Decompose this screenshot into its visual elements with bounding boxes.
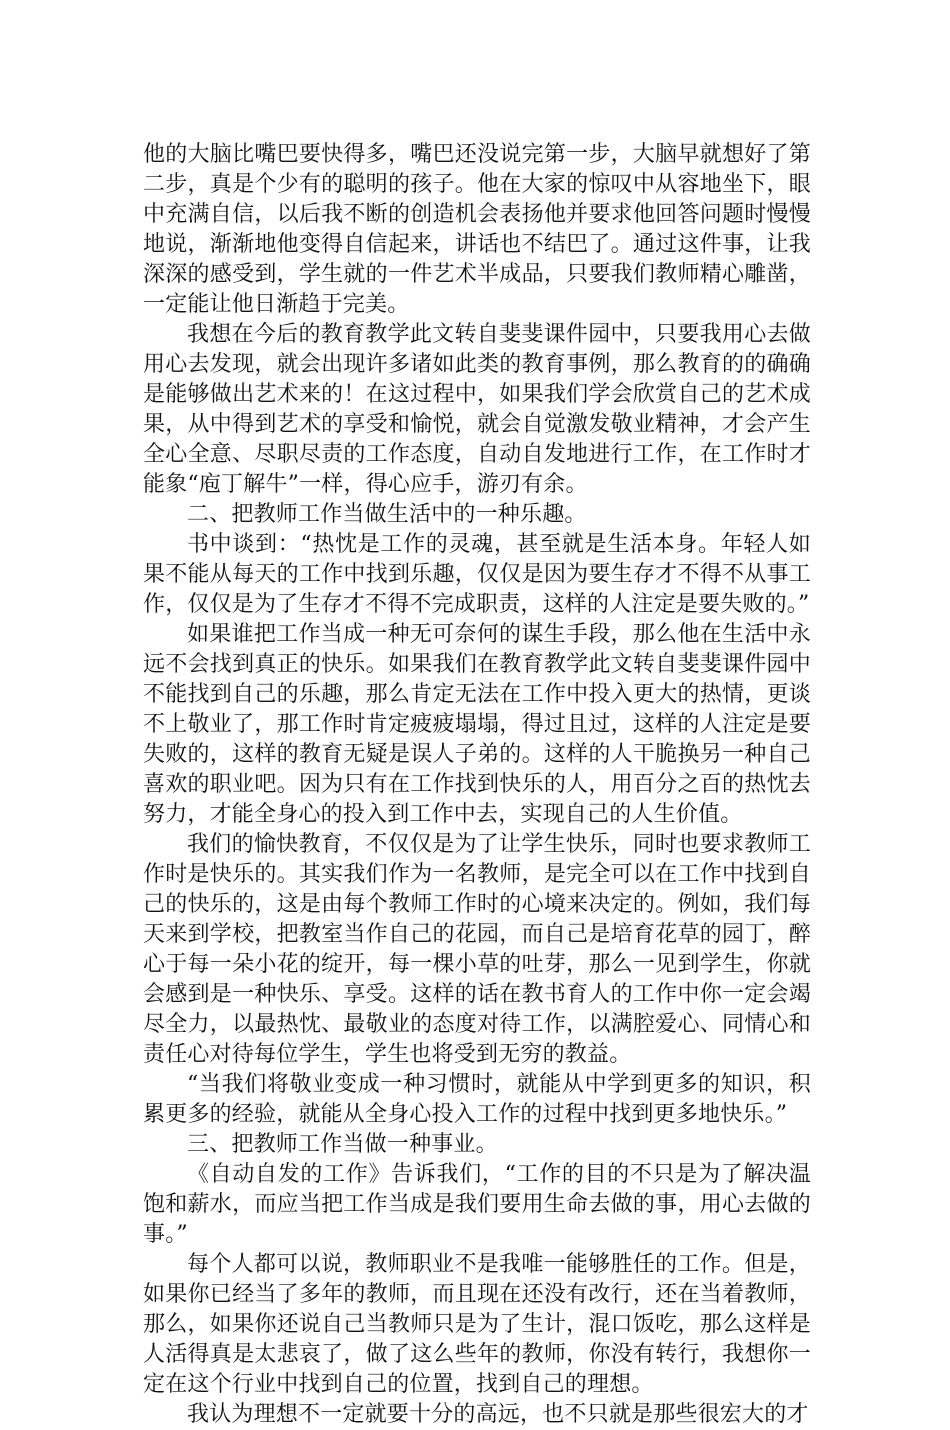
paragraph-quote: “当我们将敬业变成一种习惯时，就能从中学到更多的知识，积累更多的经验，就能从全身心投入工作的过程中找到更多地快乐。” (143, 1072, 811, 1127)
paragraph: 书中谈到：“热忱是工作的灵魂，甚至就是生活本身。年轻人如果不能从每天的工作中找到乐趣，仅仅是因为要生存才不得不从事工作，仅仅是为了生存才不得不完成职责，这样的人注定是要失败的。” (143, 532, 811, 617)
paragraph: 《自动自发的工作》告诉我们，“工作的目的不只是为了解决温饱和薪水，而应当把工作当成是我们要用生命去做的事，用心去做的事。” (143, 1162, 811, 1247)
document-body (143, 140, 811, 1430)
section-heading-2: 二、把教师工作当做生活中的一种乐趣。 (187, 502, 587, 527)
paragraph: 我想在今后的教育教学此文转自斐斐课件园中，只要我用心去做用心去发现，就会出现许多诸如此类的教育事例，那么教育的的确确是能够做出艺术来的！在这过程中，如果我们学会欣赏自己的艺术成果，从中得到艺术的享受和愉悦，就会自觉激发敬业精神，才会产生全心全意、尽职尽责的工作态度，自动自发地进行工作，在工作时才能象“庖丁解牛”一样，得心应手，游刃有余。 (143, 322, 811, 497)
paragraph: 我们的愉快教育，不仅仅是为了让学生快乐，同时也要求教师工作时是快乐的。其实我们作为一名教师，是完全可以在工作中找到自己的快乐的，这是由每个教师工作时的心境来决定的。例如，我们每天来到学校，把教室当作自己的花园，而自己是培育花草的园丁，醉心于每一朵小花的绽开，每一棵小草的吐芽，那么一见到学生，你就会感到是一种快乐、享受。这样的话在教书育人的工作中你一定会竭尽全力，以最热忱、最敬业的态度对待工作，以满腔爱心、同情心和责任心对待每位学生，学生也将受到无穷的教益。 (143, 832, 811, 1067)
section-heading-3: 三、把教师工作当做一种事业。 (187, 1132, 498, 1157)
paragraph: 如果谁把工作当成一种无可奈何的谋生手段，那么他在生活中永远不会找到真正的快乐。如果我们在教育教学此文转自斐斐课件园中不能找到自己的乐趣，那么肯定无法在工作中投入更大的热情，更谈不上敬业了，那工作时肯定疲疲塌塌，得过且过，这样的人注定是要失败的，这样的教育无疑是误人子弟的。这样的人干脆换另一种自己喜欢的职业吧。因为只有在工作找到快乐的人，用百分之百的热忱去努力，才能全身心的投入到工作中去，实现自己的人生价值。 (143, 622, 811, 827)
paragraph-continuation: 他的大脑比嘴巴要快得多，嘴巴还没说完第一步，大脑早就想好了第二步，真是个少有的聪明的孩子。他在大家的惊叹中从容地坐下，眼中充满自信，以后我不断的创造机会表扬他并要求他回答问题时慢慢地说，渐渐地他变得自信起来，讲话也不结巴了。通过这件事，让我深深的感受到，学生就的一件艺术半成品，只要我们教师精心雕凿，一定能让他日渐趋于完美。 (143, 142, 811, 317)
paragraph-truncated: 我认为理想不一定就要十分的高远，也不只就是那些很宏大的才 (187, 1402, 809, 1427)
paragraph: 每个人都可以说，教师职业不是我唯一能够胜任的工作。但是，如果你已经当了多年的教师，而且现在还没有改行，还在当着教师，那么，如果你还说自己当教师只是为了生计，混口饭吃，那么这样是人活得真是太悲哀了，做了这么些年的教师，你没有转行，我想你一定在这个行业中找到自己的位置，找到自己的理想。 (143, 1252, 811, 1397)
